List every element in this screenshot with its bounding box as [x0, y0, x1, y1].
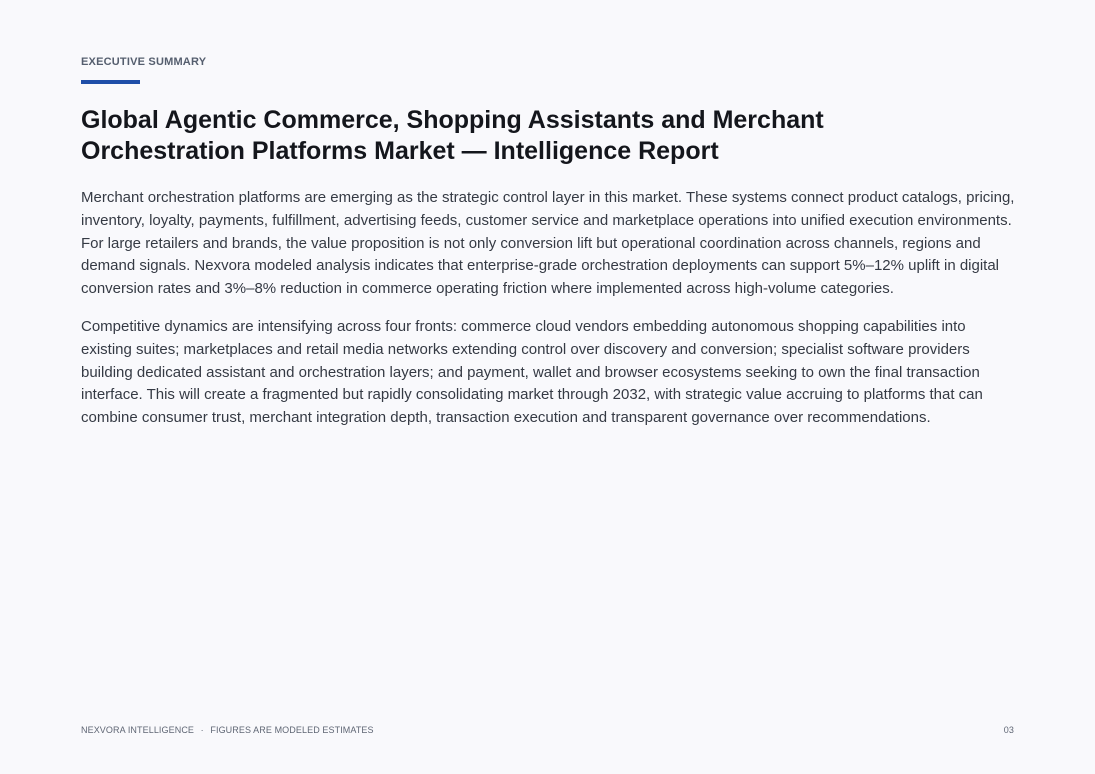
summary-paragraph: Competitive dynamics are intensifying across four fronts: commerce cloud vendors embedding autonomous shopping capabilities into existing suites; marketplaces and retail media networks extending control over discovery and conversion; specialist software providers building dedicated assistant and orchestration layers; and payment, wallet and browser ecosystems seeking to own the final transaction interface. This will create a fragmented but rapidly consolidating market through 2032, with strategic value accruing to platforms that can combine consumer trust, merchant integration depth, transaction execution and transparent governance over recommendations.: [81, 317, 983, 427]
accent-bar: [81, 80, 140, 84]
footer-disclaimer: FIGURES ARE MODELED ESTIMATES: [210, 725, 374, 735]
summary-paragraph: Merchant orchestration platforms are emerging as the strategic control layer in this market. These systems connect product catalogs, pricing, inventory, loyalty, payments, fulfillment, advertising feeds, customer service and marketplace operations into unified execution environments. For large retailers and brands, the value proposition is not only conversion lift but operational coordination across channels, regions and demand signals. Nexvora modeled analysis indicates that enterprise-grade orchestration deployments can support 5%–12% uplift in digital conversion rates and 3%–8% reduction in commerce operating friction where implemented across high-volume categories.: [81, 189, 1015, 298]
footer-note: [81, 725, 374, 735]
page-number: 03: [1003, 725, 1014, 735]
footer-separator: ·: [200, 725, 204, 735]
summary-body: [81, 187, 1016, 445]
section-label: EXECUTIVE SUMMARY: [81, 56, 207, 68]
page-title: Global Agentic Commerce, Shopping Assistants and Merchant Orchestration Platforms Market — Intelligence Report: [81, 106, 824, 165]
footer-brand: NEXVORA INTELLIGENCE: [81, 725, 195, 735]
report-page: [81, 0, 1016, 774]
